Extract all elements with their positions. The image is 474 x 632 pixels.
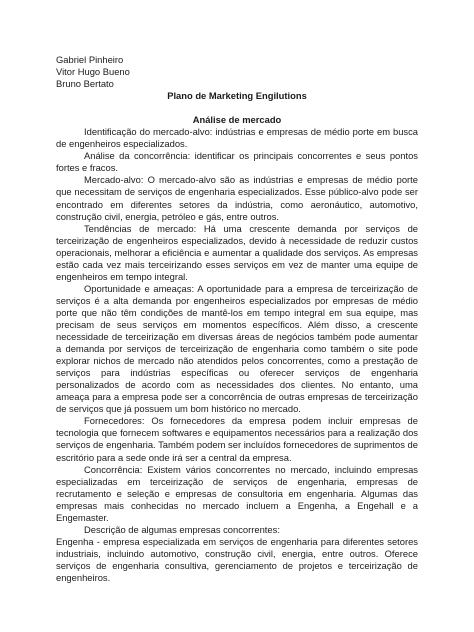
paragraph-competitors-description: Descrição de algumas empresas concorrentes: — [84, 523, 280, 535]
paragraph-target-market-id: Identificação do mercado-alvo: indústrias e empresas de médio porte em busca de engenheiros especializados. — [56, 126, 418, 150]
paragraph-competition: Concorrência: Existem vários concorrentes no mercado, incluindo empresas especializadas em terceirização de serviços de engenharia, empresas de recrutamento e seleção e empresas de consultoria em engenharia. Algumas das empresas mais conhecidas no mercado incluem a Engenha, a Engehall e a Engemaster. — [56, 463, 418, 523]
paragraph-target-market: Mercado-alvo: O mercado-alvo são as indústrias e empresas de médio porte que necessitam de serviços de engenharia especializados. Esse público-alvo pode ser encontrado em diferentes setores da indústria, como aeronáutico, automotivo, construção civil, energia, petróleo e gás, entre outros. — [56, 174, 418, 222]
paragraph-market-trends: Tendências de mercado: Há uma crescente demanda por serviços de terceirização de engenheiros especializados, devido à necessidade de reduzir custos operacionais, melhorar a eficiência e aumentar a qualidade dos serviços. As empresas estão cada vez mais terceirizando esses serviços em vez de manter uma equipe de engenheiros em tempo integral. — [56, 222, 418, 282]
section-heading: Análise de mercado — [192, 114, 282, 126]
paragraph-suppliers: Fornecedores: Os fornecedores da empresa podem incluir empresas de tecnologia que fornecem softwares e equipamentos necessários para a realização dos serviços de engenharia. Também podem ser incluídos fornecedores de suprimentos de escritório para a sede onde irá ser a central da empresa. — [56, 415, 418, 463]
document-title: Plano de Marketing Engilutions — [167, 90, 307, 102]
author-name: Bruno Bertato — [56, 78, 114, 90]
paragraph-opportunities-threats: Oportunidade e ameaças: A oportunidade para a empresa de terceirização de serviços é a alta demanda por engenheiros especializados por empresas de médio porte que não têm condições de mantê-los em tempo integral em sua equipe, mas precisam de seus serviços em momentos específicos. Além disso, a crescente necessidade de terceirização em diversas áreas de negócios também pode aumentar a demanda por serviços de terceirização de engenharia como também o site pode explorar nichos de mercado não atendidos pelos concorrentes, como a prestação de serviços para indústrias específicas ou oferecer serviços de engenharia personalizados de acordo com as necessidades dos clientes. No entanto, uma ameaça para a empresa pode ser a concorrência de outras empresas de terceirização de serviços que já possuem um bom histórico no mercado. — [56, 282, 418, 415]
paragraph-engenha: Engenha - empresa especializada em serviços de engenharia para diferentes setores industriais, incluindo automotivo, construção civil, energia, entre outros. Oferece serviços de engenharia consultiva, gerenciamento de projetos e terceirização de engenheiros. — [56, 535, 418, 583]
author-name: Gabriel Pinheiro — [56, 54, 124, 65]
paragraph-competition-analysis: Análise da concorrência: identificar os principais concorrentes e seus pontos fortes e fracos. — [56, 150, 418, 174]
author-name: Vitor Hugo Bueno — [56, 66, 130, 78]
author-list — [56, 54, 418, 90]
